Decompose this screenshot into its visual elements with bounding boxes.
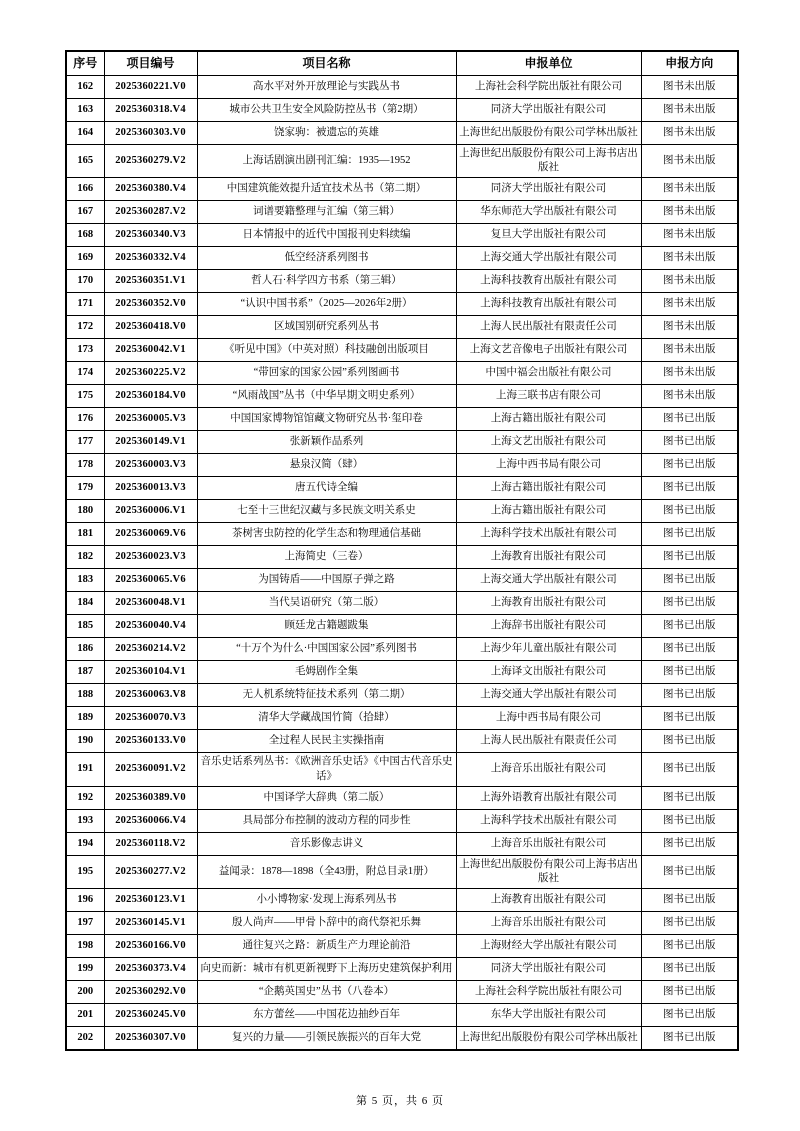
name-cell: 顾廷龙古籍题跋集 [197, 615, 456, 638]
code-cell: 2025360042.V1 [104, 339, 197, 362]
seq-cell: 177 [66, 431, 104, 454]
column-header-direction: 申报方向 [641, 51, 738, 76]
seq-cell: 188 [66, 684, 104, 707]
org-cell: 同济大学出版社有限公司 [456, 958, 641, 981]
org-cell: 上海教育出版社有限公司 [456, 592, 641, 615]
direction-cell: 图书已出版 [641, 500, 738, 523]
seq-cell: 199 [66, 958, 104, 981]
name-cell: 词谱要籍整理与汇编（第三辑） [197, 201, 456, 224]
direction-cell: 图书已出版 [641, 1004, 738, 1027]
table-row [66, 454, 738, 477]
seq-cell: 193 [66, 809, 104, 832]
org-cell: 上海世纪出版股份有限公司上海书店出版社 [456, 855, 641, 888]
table-row [66, 224, 738, 247]
org-cell: 上海人民出版社有限责任公司 [456, 730, 641, 753]
code-cell: 2025360307.V0 [104, 1027, 197, 1051]
seq-cell: 172 [66, 316, 104, 339]
org-cell: 上海文艺出版社有限公司 [456, 431, 641, 454]
org-cell: 上海世纪出版股份有限公司上海书店出版社 [456, 145, 641, 178]
direction-cell: 图书已出版 [641, 958, 738, 981]
table-row [66, 855, 738, 888]
direction-cell: 图书已出版 [641, 523, 738, 546]
table-row [66, 786, 738, 809]
org-cell: 上海科技教育出版社有限公司 [456, 270, 641, 293]
direction-cell: 图书已出版 [641, 753, 738, 786]
seq-cell: 170 [66, 270, 104, 293]
direction-cell: 图书已出版 [641, 569, 738, 592]
seq-cell: 186 [66, 638, 104, 661]
direction-cell: 图书未出版 [641, 178, 738, 201]
code-cell: 2025360380.V4 [104, 178, 197, 201]
table-row [66, 316, 738, 339]
code-cell: 2025360225.V2 [104, 362, 197, 385]
seq-cell: 202 [66, 1027, 104, 1051]
org-cell: 上海外语教育出版社有限公司 [456, 786, 641, 809]
column-header-org: 申报单位 [456, 51, 641, 76]
table-row [66, 122, 738, 145]
direction-cell: 图书已出版 [641, 1027, 738, 1051]
direction-cell: 图书未出版 [641, 247, 738, 270]
seq-cell: 168 [66, 224, 104, 247]
direction-cell: 图书未出版 [641, 201, 738, 224]
seq-cell: 190 [66, 730, 104, 753]
code-cell: 2025360166.V0 [104, 935, 197, 958]
org-cell: 上海辞书出版社有限公司 [456, 615, 641, 638]
direction-cell: 图书未出版 [641, 316, 738, 339]
table-header [66, 51, 738, 76]
table-row [66, 569, 738, 592]
name-cell: 当代吴语研究（第二版） [197, 592, 456, 615]
name-cell: 哲人石·科学四方书系（第三辑） [197, 270, 456, 293]
name-cell: 复兴的力量——引领民族振兴的百年大党 [197, 1027, 456, 1051]
direction-cell: 图书已出版 [641, 786, 738, 809]
name-cell: 中国译学大辞典（第二版） [197, 786, 456, 809]
code-cell: 2025360389.V0 [104, 786, 197, 809]
org-cell: 上海社会科学院出版社有限公司 [456, 76, 641, 99]
org-cell: 上海教育出版社有限公司 [456, 546, 641, 569]
org-cell: 上海古籍出版社有限公司 [456, 477, 641, 500]
code-cell: 2025360373.V4 [104, 958, 197, 981]
table-row [66, 247, 738, 270]
name-cell: 低空经济系列图书 [197, 247, 456, 270]
seq-cell: 185 [66, 615, 104, 638]
name-cell: 上海简史（三卷） [197, 546, 456, 569]
direction-cell: 图书已出版 [641, 477, 738, 500]
org-cell: 东华大学出版社有限公司 [456, 1004, 641, 1027]
column-header-name: 项目名称 [197, 51, 456, 76]
direction-cell: 图书已出版 [641, 981, 738, 1004]
org-cell: 上海人民出版社有限责任公司 [456, 316, 641, 339]
seq-cell: 182 [66, 546, 104, 569]
name-cell: 通往复兴之路：新质生产力理论前沿 [197, 935, 456, 958]
table-row [66, 753, 738, 786]
direction-cell: 图书未出版 [641, 339, 738, 362]
org-cell: 上海少年儿童出版社有限公司 [456, 638, 641, 661]
code-cell: 2025360352.V0 [104, 293, 197, 316]
table-row [66, 832, 738, 855]
seq-cell: 201 [66, 1004, 104, 1027]
name-cell: 清华大学藏战国竹简（拾肆） [197, 707, 456, 730]
org-cell: 上海财经大学出版社有限公司 [456, 935, 641, 958]
seq-cell: 183 [66, 569, 104, 592]
direction-cell: 图书已出版 [641, 684, 738, 707]
seq-cell: 171 [66, 293, 104, 316]
table-row [66, 270, 738, 293]
name-cell: 东方蕾丝——中国花边抽纱百年 [197, 1004, 456, 1027]
table-row [66, 615, 738, 638]
page-number-footer: 第 5 页，共 6 页 [356, 1095, 444, 1107]
column-header-seq: 序号 [66, 51, 104, 76]
name-cell: 小小博物家·发现上海系列丛书 [197, 889, 456, 912]
code-cell: 2025360303.V0 [104, 122, 197, 145]
code-cell: 2025360069.V6 [104, 523, 197, 546]
table-row [66, 477, 738, 500]
seq-cell: 175 [66, 385, 104, 408]
name-cell: 益闻录：1878—1898（全43册，附总目录1册） [197, 855, 456, 888]
seq-cell: 187 [66, 661, 104, 684]
org-cell: 上海世纪出版股份有限公司学林出版社 [456, 1027, 641, 1051]
org-cell: 上海科学技术出版社有限公司 [456, 809, 641, 832]
name-cell: 七至十三世纪汉藏与多民族文明关系史 [197, 500, 456, 523]
seq-cell: 178 [66, 454, 104, 477]
code-cell: 2025360013.V3 [104, 477, 197, 500]
code-cell: 2025360277.V2 [104, 855, 197, 888]
name-cell: 日本情报中的近代中国报刊史料续编 [197, 224, 456, 247]
org-cell: 中国中福会出版社有限公司 [456, 362, 641, 385]
table-row [66, 684, 738, 707]
direction-cell: 图书未出版 [641, 99, 738, 122]
name-cell: 张新颖作品系列 [197, 431, 456, 454]
direction-cell: 图书未出版 [641, 224, 738, 247]
projects-table [65, 50, 739, 1051]
code-cell: 2025360340.V3 [104, 224, 197, 247]
name-cell: 中国国家博物馆馆藏文物研究丛书·玺印卷 [197, 408, 456, 431]
code-cell: 2025360351.V1 [104, 270, 197, 293]
code-cell: 2025360287.V2 [104, 201, 197, 224]
org-cell: 华东师范大学出版社有限公司 [456, 201, 641, 224]
code-cell: 2025360003.V3 [104, 454, 197, 477]
org-cell: 上海古籍出版社有限公司 [456, 500, 641, 523]
table-row [66, 523, 738, 546]
direction-cell: 图书已出版 [641, 832, 738, 855]
name-cell: 高水平对外开放理论与实践丛书 [197, 76, 456, 99]
direction-cell: 图书未出版 [641, 122, 738, 145]
name-cell: 毛姆剧作全集 [197, 661, 456, 684]
code-cell: 2025360418.V0 [104, 316, 197, 339]
name-cell: 音乐史话系列丛书：《欧洲音乐史话》《中国古代音乐史话》 [197, 753, 456, 786]
name-cell: 区域国别研究系列丛书 [197, 316, 456, 339]
direction-cell: 图书未出版 [641, 385, 738, 408]
name-cell: “十万个为什么·中国国家公园”系列图书 [197, 638, 456, 661]
seq-cell: 174 [66, 362, 104, 385]
code-cell: 2025360063.V8 [104, 684, 197, 707]
code-cell: 2025360118.V2 [104, 832, 197, 855]
code-cell: 2025360023.V3 [104, 546, 197, 569]
direction-cell: 图书已出版 [641, 889, 738, 912]
direction-cell: 图书未出版 [641, 145, 738, 178]
seq-cell: 189 [66, 707, 104, 730]
name-cell: 《听见中国》（中英对照）科技融创出版项目 [197, 339, 456, 362]
table-row [66, 661, 738, 684]
table-row [66, 408, 738, 431]
direction-cell: 图书已出版 [641, 638, 738, 661]
org-cell: 上海中西书局有限公司 [456, 454, 641, 477]
name-cell: “带回家的国家公园”系列图画书 [197, 362, 456, 385]
org-cell: 同济大学出版社有限公司 [456, 178, 641, 201]
code-cell: 2025360279.V2 [104, 145, 197, 178]
direction-cell: 图书未出版 [641, 293, 738, 316]
table-row [66, 500, 738, 523]
table-row [66, 99, 738, 122]
code-cell: 2025360292.V0 [104, 981, 197, 1004]
direction-cell: 图书未出版 [641, 270, 738, 293]
name-cell: “风雨战国”丛书（中华早期文明史系列） [197, 385, 456, 408]
name-cell: 唐五代诗全编 [197, 477, 456, 500]
direction-cell: 图书未出版 [641, 76, 738, 99]
name-cell: “认识中国书系”（2025—2026年2册） [197, 293, 456, 316]
org-cell: 复旦大学出版社有限公司 [456, 224, 641, 247]
name-cell: 悬泉汉简（肆） [197, 454, 456, 477]
code-cell: 2025360070.V3 [104, 707, 197, 730]
direction-cell: 图书已出版 [641, 730, 738, 753]
name-cell: 音乐影像志讲义 [197, 832, 456, 855]
seq-cell: 200 [66, 981, 104, 1004]
code-cell: 2025360133.V0 [104, 730, 197, 753]
direction-cell: 图书已出版 [641, 615, 738, 638]
table-row [66, 293, 738, 316]
table-row [66, 201, 738, 224]
seq-cell: 164 [66, 122, 104, 145]
code-cell: 2025360123.V1 [104, 889, 197, 912]
code-cell: 2025360040.V4 [104, 615, 197, 638]
seq-cell: 176 [66, 408, 104, 431]
table-row [66, 707, 738, 730]
seq-cell: 162 [66, 76, 104, 99]
table-row [66, 935, 738, 958]
seq-cell: 169 [66, 247, 104, 270]
name-cell: 上海话剧演出剧刊汇编：1935—1952 [197, 145, 456, 178]
name-cell: 殷人尚声——甲骨卜辞中的商代祭祀乐舞 [197, 912, 456, 935]
name-cell: 具局部分布控制的波动方程的同步性 [197, 809, 456, 832]
name-cell: 饶家驹：被遗忘的英雄 [197, 122, 456, 145]
seq-cell: 195 [66, 855, 104, 888]
org-cell: 上海世纪出版股份有限公司学林出版社 [456, 122, 641, 145]
code-cell: 2025360184.V0 [104, 385, 197, 408]
table-row [66, 431, 738, 454]
table-row [66, 889, 738, 912]
seq-cell: 198 [66, 935, 104, 958]
code-cell: 2025360145.V1 [104, 912, 197, 935]
code-cell: 2025360065.V6 [104, 569, 197, 592]
code-cell: 2025360318.V4 [104, 99, 197, 122]
org-cell: 上海科技教育出版社有限公司 [456, 293, 641, 316]
seq-cell: 191 [66, 753, 104, 786]
direction-cell: 图书已出版 [641, 809, 738, 832]
column-header-code: 项目编号 [104, 51, 197, 76]
seq-cell: 184 [66, 592, 104, 615]
seq-cell: 173 [66, 339, 104, 362]
seq-cell: 179 [66, 477, 104, 500]
name-cell: “企鹅英国史”丛书（八卷本） [197, 981, 456, 1004]
code-cell: 2025360091.V2 [104, 753, 197, 786]
org-cell: 上海交通大学出版社有限公司 [456, 569, 641, 592]
name-cell: 茶树害虫防控的化学生态和物理通信基础 [197, 523, 456, 546]
org-cell: 上海教育出版社有限公司 [456, 889, 641, 912]
org-cell: 上海交通大学出版社有限公司 [456, 684, 641, 707]
code-cell: 2025360214.V2 [104, 638, 197, 661]
table-row [66, 981, 738, 1004]
org-cell: 上海社会科学院出版社有限公司 [456, 981, 641, 1004]
table-row [66, 178, 738, 201]
code-cell: 2025360005.V3 [104, 408, 197, 431]
seq-cell: 166 [66, 178, 104, 201]
direction-cell: 图书已出版 [641, 855, 738, 888]
direction-cell: 图书已出版 [641, 661, 738, 684]
name-cell: 全过程人民民主实操指南 [197, 730, 456, 753]
org-cell: 上海古籍出版社有限公司 [456, 408, 641, 431]
table-row [66, 546, 738, 569]
table-row [66, 385, 738, 408]
seq-cell: 167 [66, 201, 104, 224]
org-cell: 上海音乐出版社有限公司 [456, 753, 641, 786]
org-cell: 上海文艺音像电子出版社有限公司 [456, 339, 641, 362]
org-cell: 上海音乐出版社有限公司 [456, 912, 641, 935]
org-cell: 上海译文出版社有限公司 [456, 661, 641, 684]
direction-cell: 图书未出版 [641, 362, 738, 385]
table-row [66, 592, 738, 615]
table-body [66, 76, 738, 1051]
table-row [66, 958, 738, 981]
table-row [66, 145, 738, 178]
name-cell: 向史而新：城市有机更新视野下上海历史建筑保护利用 [197, 958, 456, 981]
table-row [66, 1027, 738, 1051]
org-cell: 上海科学技术出版社有限公司 [456, 523, 641, 546]
code-cell: 2025360066.V4 [104, 809, 197, 832]
code-cell: 2025360006.V1 [104, 500, 197, 523]
table-row [66, 339, 738, 362]
table-row [66, 809, 738, 832]
header-row [66, 51, 738, 76]
direction-cell: 图书已出版 [641, 935, 738, 958]
table-row [66, 730, 738, 753]
table-row [66, 1004, 738, 1027]
seq-cell: 197 [66, 912, 104, 935]
table-row [66, 912, 738, 935]
seq-cell: 180 [66, 500, 104, 523]
table-row [66, 638, 738, 661]
org-cell: 同济大学出版社有限公司 [456, 99, 641, 122]
org-cell: 上海音乐出版社有限公司 [456, 832, 641, 855]
seq-cell: 165 [66, 145, 104, 178]
direction-cell: 图书已出版 [641, 546, 738, 569]
direction-cell: 图书已出版 [641, 408, 738, 431]
seq-cell: 196 [66, 889, 104, 912]
direction-cell: 图书已出版 [641, 431, 738, 454]
code-cell: 2025360332.V4 [104, 247, 197, 270]
seq-cell: 194 [66, 832, 104, 855]
name-cell: 为国铸盾——中国原子弹之路 [197, 569, 456, 592]
direction-cell: 图书已出版 [641, 454, 738, 477]
code-cell: 2025360048.V1 [104, 592, 197, 615]
name-cell: 城市公共卫生安全风险防控丛书（第2期） [197, 99, 456, 122]
name-cell: 无人机系统特征技术系列（第二期） [197, 684, 456, 707]
table-row [66, 362, 738, 385]
seq-cell: 192 [66, 786, 104, 809]
org-cell: 上海交通大学出版社有限公司 [456, 247, 641, 270]
org-cell: 上海中西书局有限公司 [456, 707, 641, 730]
code-cell: 2025360221.V0 [104, 76, 197, 99]
direction-cell: 图书已出版 [641, 592, 738, 615]
seq-cell: 181 [66, 523, 104, 546]
direction-cell: 图书已出版 [641, 707, 738, 730]
table-row [66, 76, 738, 99]
name-cell: 中国建筑能效提升适宜技术丛书（第二期） [197, 178, 456, 201]
direction-cell: 图书已出版 [641, 912, 738, 935]
seq-cell: 163 [66, 99, 104, 122]
org-cell: 上海三联书店有限公司 [456, 385, 641, 408]
code-cell: 2025360104.V1 [104, 661, 197, 684]
code-cell: 2025360149.V1 [104, 431, 197, 454]
code-cell: 2025360245.V0 [104, 1004, 197, 1027]
